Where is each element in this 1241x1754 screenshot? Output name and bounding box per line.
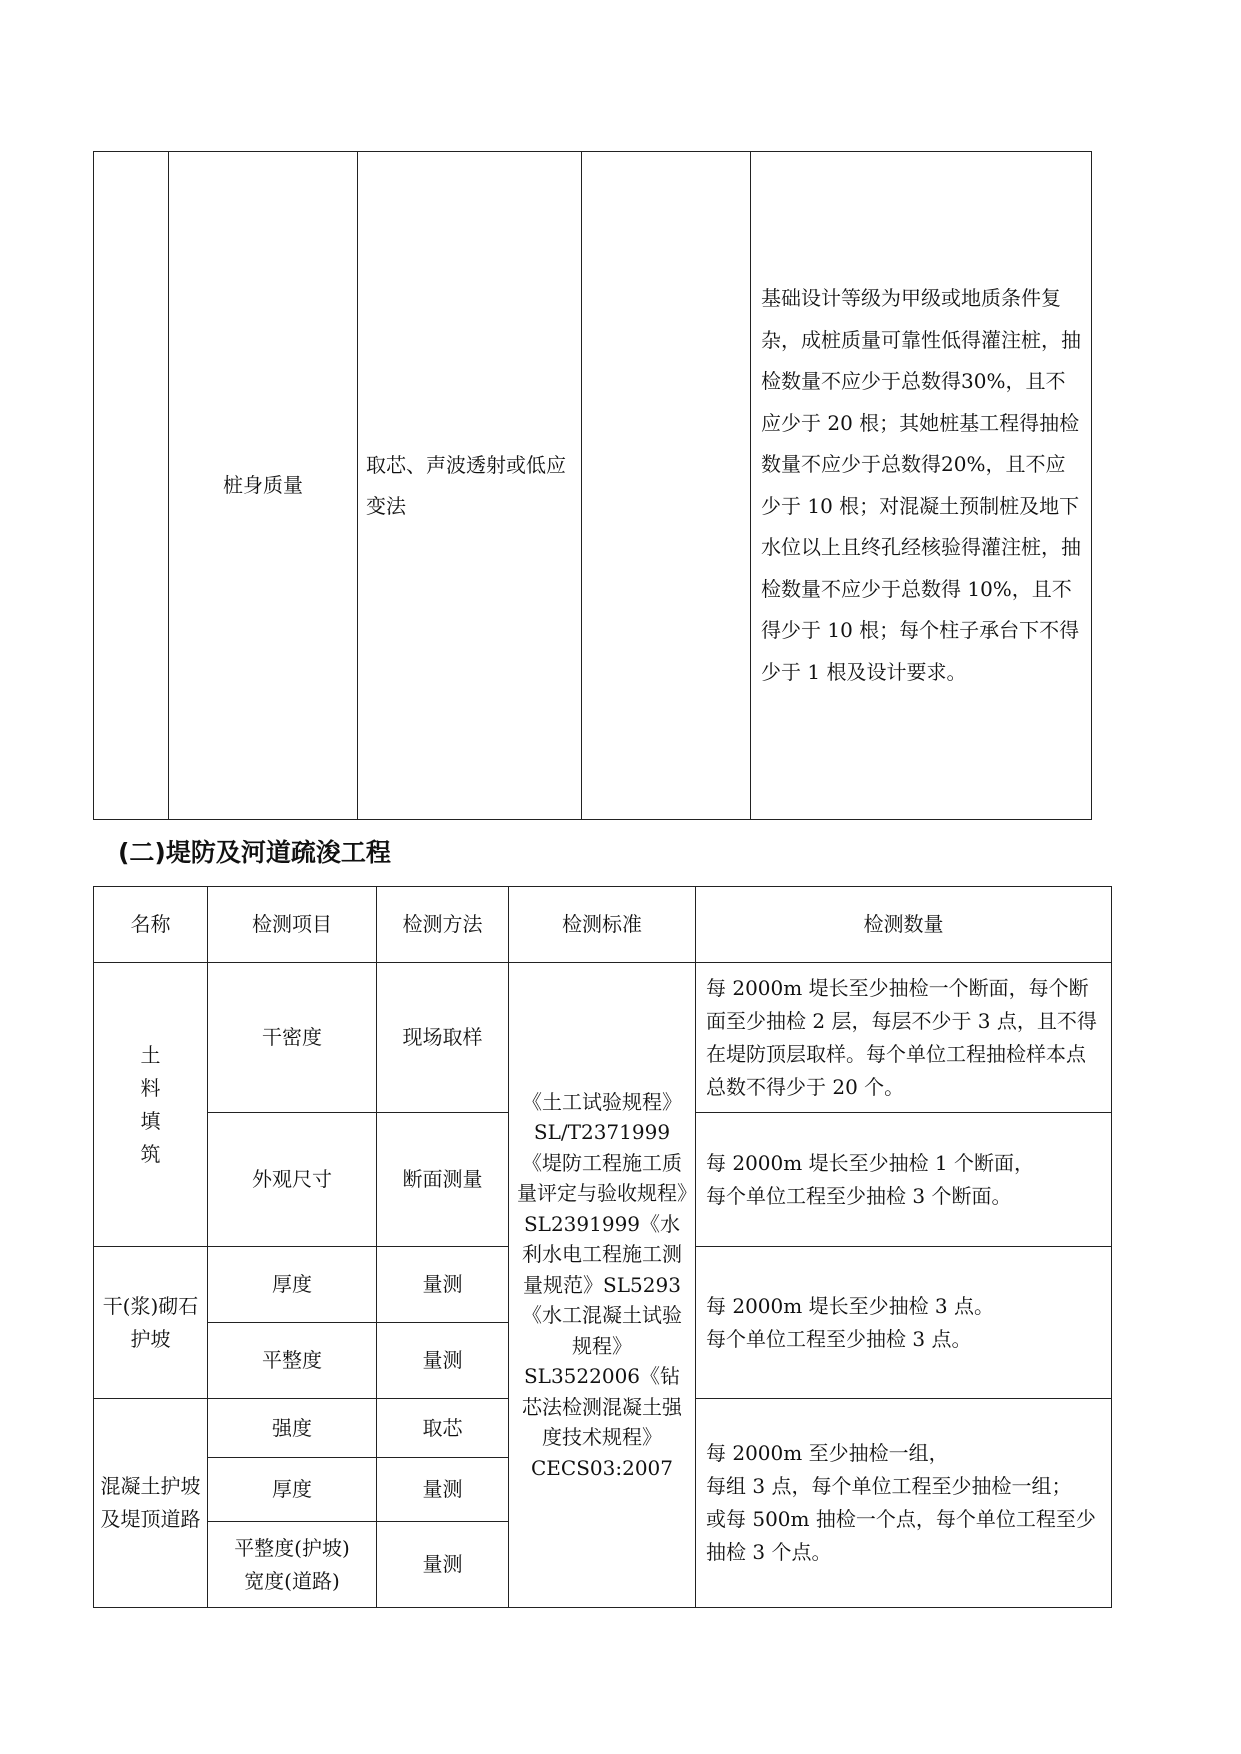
group-name-masonry: 干(浆)砌石护坡 xyxy=(94,1247,208,1399)
method-measure: 量测 xyxy=(377,1247,509,1323)
method-measure: 量测 xyxy=(377,1522,509,1608)
group-name-earth-fill: 土 料 填 筑 xyxy=(94,963,208,1247)
pile-quantity-note: 基础设计等级为甲级或地质条件复杂，成桩质量可靠性低得灌注桩，抽检数量不应少于总数得30%，且不应少于 20 根；其她桩基工程得抽检数量不应少于总数得20%，且不应少于 10 根；对混凝土预制桩及地下水位以上且终孔经核验得灌注桩，抽检数量不应少于总数得 10%，且不得少于 10 根；每个柱子承台下不得少于 1 根及设计要求。 xyxy=(751,152,1092,820)
header-item: 检测项目 xyxy=(208,887,377,963)
qty-appearance-size: 每 2000m 堤长至少抽检 1 个断面， 每个单位工程至少抽检 3 个断面。 xyxy=(696,1113,1112,1247)
empty-cell xyxy=(582,152,751,820)
method-measure: 量测 xyxy=(377,1323,509,1399)
qty-masonry: 每 2000m 堤长至少抽检 3 点。 每个单位工程至少抽检 3 点。 xyxy=(696,1247,1112,1399)
item-thickness: 厚度 xyxy=(208,1458,377,1522)
qty-concrete: 每 2000m 至少抽检一组， 每组 3 点，每个单位工程至少抽检一组； 或每 500m 抽检一个点，每个单位工程至少抽检 3 个点。 xyxy=(696,1399,1112,1608)
item-thickness: 厚度 xyxy=(208,1247,377,1323)
method-section-survey: 断面测量 xyxy=(377,1113,509,1247)
group-name-concrete: 混凝土护坡及堤顶道路 xyxy=(94,1399,208,1608)
pile-method: 取芯、声波透射或低应变法 xyxy=(358,152,582,820)
qty-dry-density: 每 2000m 堤长至少抽检一个断面，每个断面至少抽检 2 层，每层不少于 3 点，且不得在堤防顶层取样。每个单位工程抽检样本点总数不得少于 20 个。 xyxy=(696,963,1112,1113)
pile-table xyxy=(93,151,1092,820)
pile-item: 桩身质量 xyxy=(169,152,358,820)
method-measure: 量测 xyxy=(377,1458,509,1522)
header-quantity: 检测数量 xyxy=(696,887,1112,963)
levee-table xyxy=(93,886,1112,1608)
item-appearance-size: 外观尺寸 xyxy=(208,1113,377,1247)
item-strength: 强度 xyxy=(208,1399,377,1458)
header-name: 名称 xyxy=(94,887,208,963)
header-method: 检测方法 xyxy=(377,887,509,963)
method-coring: 取芯 xyxy=(377,1399,509,1458)
method-field-sampling: 现场取样 xyxy=(377,963,509,1113)
item-dry-density: 干密度 xyxy=(208,963,377,1113)
item-flatness-width: 平整度(护坡) 宽度(道路) xyxy=(208,1522,377,1608)
empty-cell xyxy=(94,152,169,820)
item-flatness: 平整度 xyxy=(208,1323,377,1399)
standards-cell: 《土工试验规程》SL/T2371999《堤防工程施工质量评定与验收规程》SL2391999《水利水电工程施工测量规范》SL5293《水工混凝土试验规程》SL3522006《钻芯法检测混凝土强度技术规程》CECS03:2007 xyxy=(509,963,696,1608)
header-standard: 检测标准 xyxy=(509,887,696,963)
section-heading: (二)堤防及河道疏浚工程 xyxy=(118,838,391,867)
